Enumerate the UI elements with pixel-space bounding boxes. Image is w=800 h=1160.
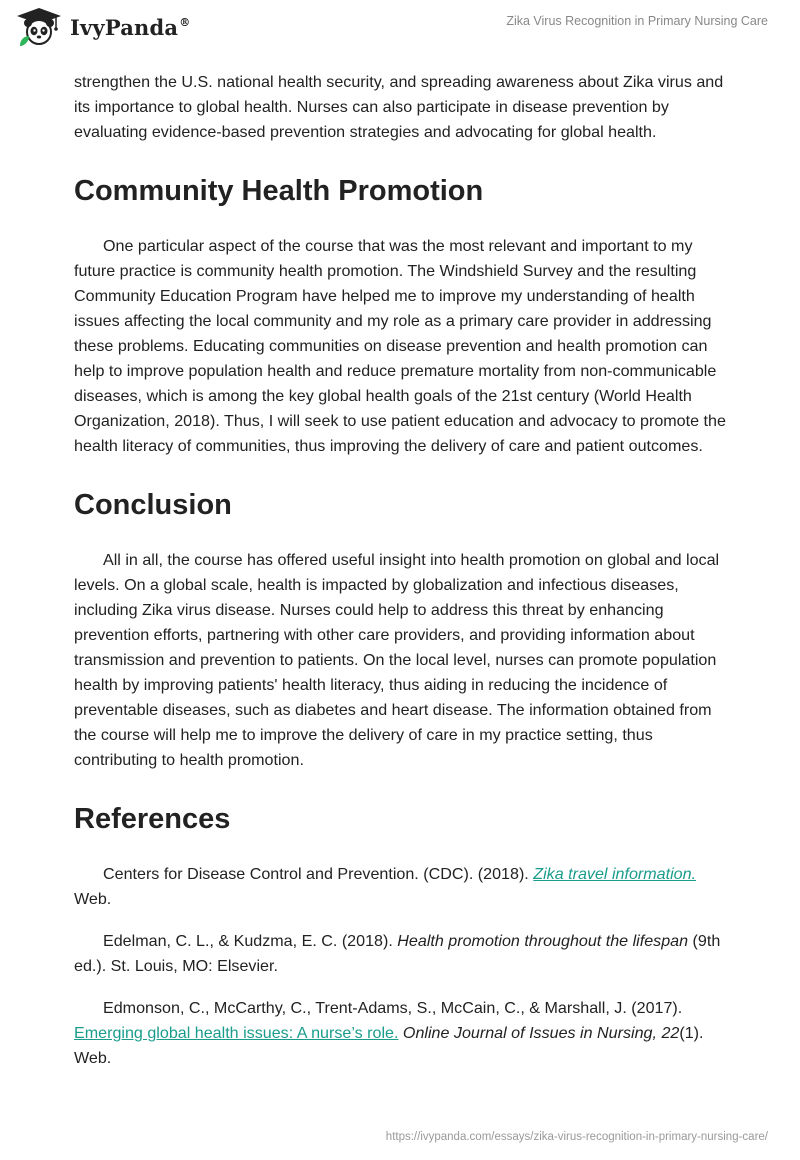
reference-link-emerging-issues[interactable]: Emerging global health issues: A nurse’s role. <box>74 1024 399 1042</box>
section-heading-references: References <box>74 803 231 835</box>
reference-item: Edmonson, C., McCarthy, C., Trent-Adams, S., McCain, C., & Marshall, J. (2017). Emerging global health issues: A nurse’s role. Online Journal of Issues in Nursing, 22(1). Web. <box>74 999 704 1067</box>
reference-link-zika-travel[interactable]: Zika travel information. <box>533 865 697 883</box>
section-heading-community: Community Health Promotion <box>74 175 484 207</box>
ivypanda-logo[interactable] <box>14 6 190 48</box>
panda-graduate-icon <box>14 6 64 48</box>
source-url: https://ivypanda.com/essays/zika-virus-recognition-in-primary-nursing-care/ <box>385 1131 768 1143</box>
reference-item: Centers for Disease Control and Prevention. (CDC). (2018). Zika travel information. Web. <box>74 865 697 908</box>
section-heading-conclusion: Conclusion <box>74 489 232 521</box>
community-paragraph: One particular aspect of the course that was the most relevant and important to my future practice is community health promotion. The Windshield Survey and the resulting Community Education Program have helped me to improve my understanding of health issues affecting the local community and my role as a primary care provider in addressing these problems. Educating communities on disease prevention and health promotion can help to improve population health and reduce premature mortality from non-communicable diseases, which is among the key global health goals of the 21st century (World Health Organization, 2018). Thus, I will seek to use patient education and advocacy to promote the health literacy of communities, thus improving the delivery of care and patient outcomes. <box>74 237 726 455</box>
logo-wordmark: IvyPanda® <box>70 14 191 40</box>
page-header <box>0 0 800 62</box>
conclusion-paragraph: All in all, the course has offered useful insight into health promotion on global and local levels. On a global scale, health is impacted by globalization and infectious diseases, including Zika virus disease. Nurses could help to address this threat by enhancing prevention efforts, partnering with other care providers, and providing information about transmission and prevention to patients. On the local level, nurses can promote population health by improving patients' health literacy, thus aiding in reducing the incidence of preventable diseases, such as diabetes and heart disease. The information obtained from the course will help me to improve the delivery of care in my practice setting, thus contributing to health promotion. <box>74 551 720 769</box>
intro-paragraph: strengthen the U.S. national health security, and spreading awareness about Zika virus and its importance to global health. Nurses can also participate in disease prevention by evaluating evidence-based prevention strategies and advocating for global health. <box>74 73 724 141</box>
document-title: Zika Virus Recognition in Primary Nursing Care <box>506 14 768 28</box>
reference-item: Edelman, C. L., & Kudzma, E. C. (2018). Health promotion throughout the lifespan (9th ed.). St. Louis, MO: Elsevier. <box>74 932 721 975</box>
essay-body <box>74 70 734 1088</box>
